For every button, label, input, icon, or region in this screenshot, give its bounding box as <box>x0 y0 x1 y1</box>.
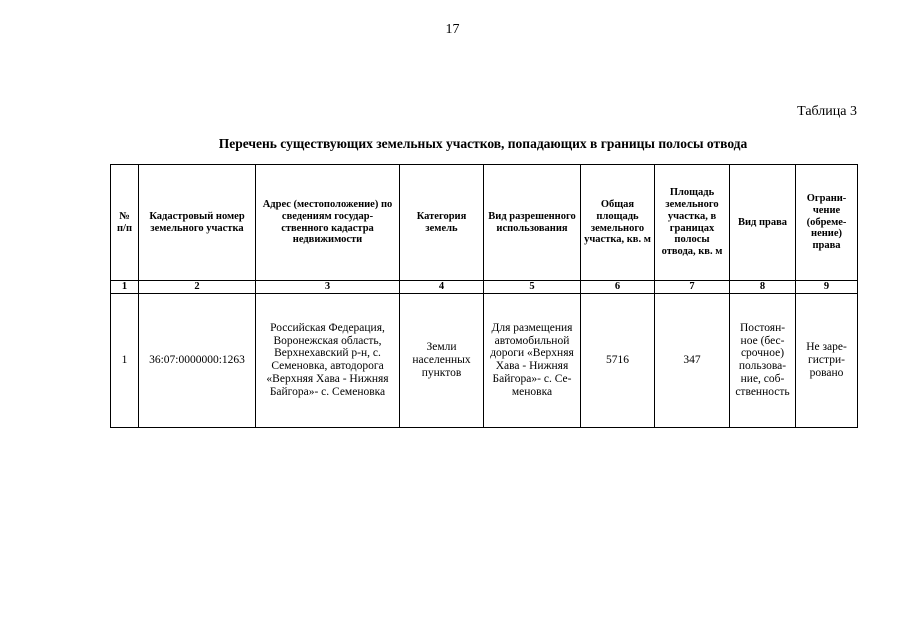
column-number: 4 <box>400 281 484 294</box>
column-number-row <box>111 281 858 294</box>
cell-strip-area: 347 <box>655 293 730 427</box>
header-index: № п/п <box>111 165 139 281</box>
header-right-type: Вид права <box>730 165 796 281</box>
column-number: 2 <box>139 281 256 294</box>
header-address: Адрес (местоположение) по сведениям государ-ственного кадастра недвижимости <box>256 165 400 281</box>
cell-permitted-use: Для размещения автомобильной дороги «Верхняя Хава - Нижняя Байгора»- с. Се-меновка <box>484 293 581 427</box>
table-row <box>111 293 858 427</box>
table-label: Таблица 3 <box>797 104 857 119</box>
column-number: 8 <box>730 281 796 294</box>
cell-total-area: 5716 <box>581 293 655 427</box>
header-permitted-use: Вид разрешенного использования <box>484 165 581 281</box>
column-number: 6 <box>581 281 655 294</box>
header-row <box>111 165 858 281</box>
land-plots-table <box>110 164 858 428</box>
cell-index: 1 <box>111 293 139 427</box>
column-number: 1 <box>111 281 139 294</box>
header-strip-area: Площадь земельного участка, в границах полосы отвода, кв. м <box>655 165 730 281</box>
cell-right-type: Постоян-ное (бес-срочное) пользова-ние, соб-ственность <box>730 293 796 427</box>
page-number: 17 <box>445 22 460 37</box>
table-title: Перечень существующих земельных участков, попадающих в границы полосы отвода <box>218 136 748 151</box>
header-cadastral-number: Кадастровый номер земельного участка <box>139 165 256 281</box>
column-number: 7 <box>655 281 730 294</box>
column-number: 5 <box>484 281 581 294</box>
header-category: Категория земель <box>400 165 484 281</box>
header-restriction: Ограни-чение (обреме-нение) права <box>796 165 858 281</box>
cell-category: Земли населенных пунктов <box>400 293 484 427</box>
header-total-area: Общая площадь земельного участка, кв. м <box>581 165 655 281</box>
column-number: 3 <box>256 281 400 294</box>
column-number: 9 <box>796 281 858 294</box>
cell-address: Российская Федерация, Воронежская область, Верхнехавский р-н, с. Семеновка, автодорога «Верхняя Хава - Нижняя Байгора»- с. Семеновка <box>256 293 400 427</box>
cell-cadastral-number: 36:07:0000000:1263 <box>139 293 256 427</box>
cell-restriction: Не заре-гистри-ровано <box>796 293 858 427</box>
